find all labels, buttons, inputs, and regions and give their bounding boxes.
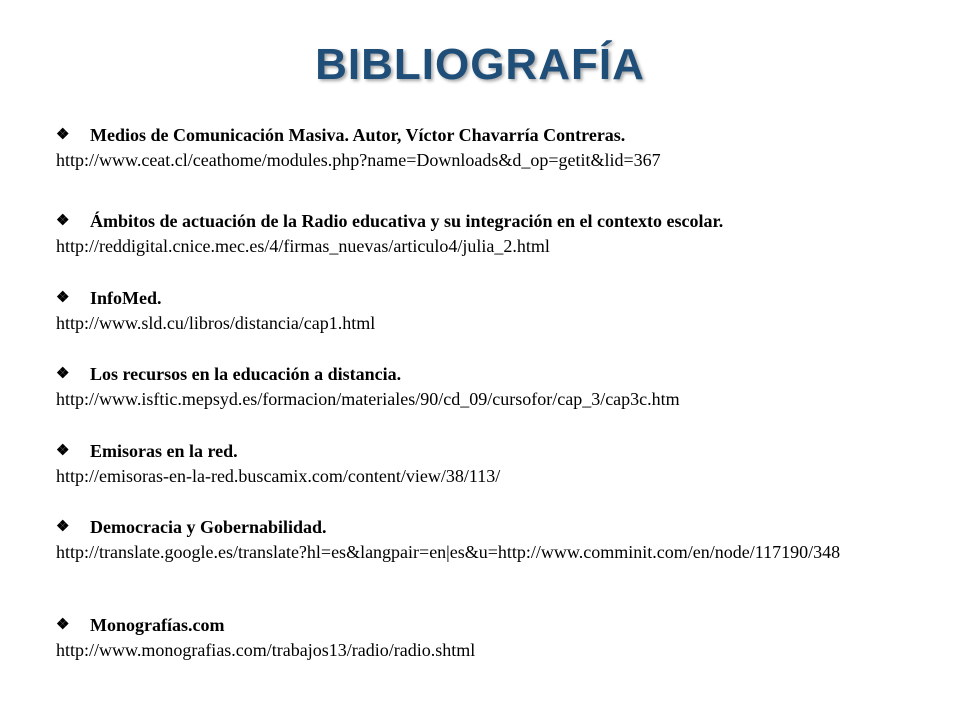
diamond-bullet-icon: ❖ <box>56 443 70 459</box>
entry-heading: Emisoras en la red. <box>90 441 238 461</box>
bibliography-entry-1 <box>56 124 916 170</box>
bibliography-entry-3 <box>56 287 916 333</box>
diamond-bullet-icon: ❖ <box>56 519 70 535</box>
bibliography-entry-6 <box>56 516 916 562</box>
entry-heading: Medios de Comunicación Masiva. Autor, Víctor Chavarría Contreras. <box>90 125 626 145</box>
diamond-bullet-icon: ❖ <box>56 617 70 633</box>
bibliography-entry-7 <box>56 614 916 660</box>
bibliography-entry-4 <box>56 363 916 409</box>
entry-url-link[interactable]: http://www.monografias.com/trabajos13/radio/radio.shtml <box>56 640 476 660</box>
entry-url-link[interactable]: http://translate.google.es/translate?hl=es&langpair=en|es&u=http://www.comminit.com/en/node/117190/348 <box>56 542 841 562</box>
entry-url-link[interactable]: http://www.sld.cu/libros/distancia/cap1.html <box>56 313 376 333</box>
bibliography-entry-5 <box>56 440 916 486</box>
entry-heading: InfoMed. <box>90 288 162 308</box>
diamond-bullet-icon: ❖ <box>56 127 70 143</box>
entry-heading: Ámbitos de actuación de la Radio educativa y su integración en el contexto escolar. <box>90 211 724 231</box>
entry-url-link[interactable]: http://reddigital.cnice.mec.es/4/firmas_nuevas/articulo4/julia_2.html <box>56 236 550 256</box>
entry-url-link[interactable]: http://www.isftic.mepsyd.es/formacion/materiales/90/cd_09/cursofor/cap_3/cap3c.htm <box>56 389 680 409</box>
diamond-bullet-icon: ❖ <box>56 213 70 229</box>
entry-heading: Democracia y Gobernabilidad. <box>90 517 327 537</box>
bibliography-entry-2 <box>56 210 916 256</box>
entry-url-link[interactable]: http://emisoras-en-la-red.buscamix.com/content/view/38/113/ <box>56 466 501 486</box>
entry-url-link[interactable]: http://www.ceat.cl/ceathome/modules.php?name=Downloads&d_op=getit&lid=367 <box>56 150 661 170</box>
entry-heading: Los recursos en la educación a distancia. <box>90 364 402 384</box>
page-title: BIBLIOGRAFÍA <box>315 40 645 89</box>
entry-heading: Monografías.com <box>90 615 225 635</box>
diamond-bullet-icon: ❖ <box>56 366 70 382</box>
diamond-bullet-icon: ❖ <box>56 290 70 306</box>
